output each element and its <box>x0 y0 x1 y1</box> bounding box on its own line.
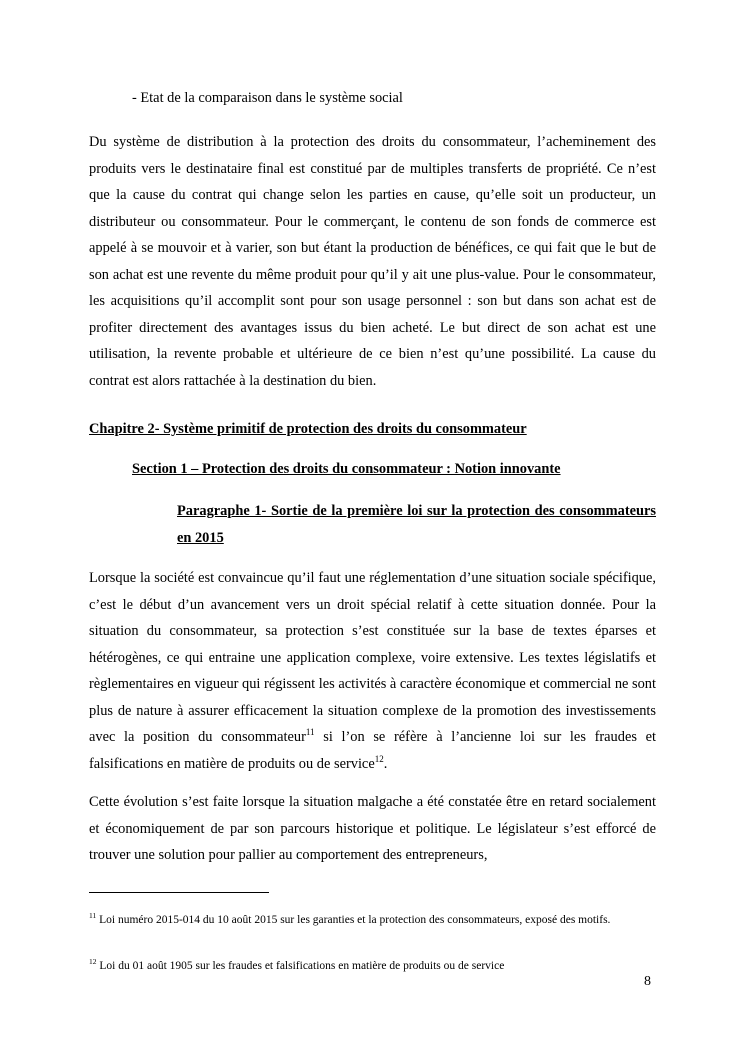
paragraph-2-part-3: . <box>383 755 388 772</box>
paragraph-1: Du système de distribution à la protection des droits du consommateur, l’acheminement des produits vers le destinataire final est constitué par de multiples transferts de propriété. Ce n’est que la cause du contrat qui change selon les parties en cause, qu’elle soit un producteur, un distributeur ou consommateur. Pour le commerçant, le contenu de son fonds de commerce est appelé à se mouvoir et à varier, son but étant la production de bénéfices, ce qui fait que le but de son achat est une revente du même produit pour qu’il y ait une plus-value. Pour le consommateur, les acquisitions qu’il accomplit sont pour son usage personnel : son but dans son achat est de profiter directement des avantages issus du bien acheté. Le but direct de son achat est une utilisation, la revente probable et ultérieure de ce bien n’est qu’une possibilité. La cause du contrat est alors rattachée à la destination du bien. <box>89 134 656 389</box>
footnote-12-text: Loi du 01 août 1905 sur les fraudes et falsifications en matière de produits ou de service <box>96 960 505 972</box>
footnote-separator <box>89 892 269 893</box>
footnote-11-number: 11 <box>89 911 97 921</box>
section-heading: Section 1 – Protection des droits du consommateur : Notion innovante <box>132 461 561 477</box>
footnote-ref-12[interactable]: 12 <box>374 753 384 764</box>
page-number: 8 <box>644 974 651 989</box>
paragraph-2-part-2: si l’on se réfère à l’ancienne loi sur les fraudes et falsifications en matière de produits ou de service <box>89 729 656 772</box>
paragraph-3: Cette évolution s’est faite lorsque la situation malgache a été constatée être en retard socialement et économiquement de par son parcours historique et politique. Le législateur s’est efforcé de trouver une solution pour pallier au comportement des entrepreneurs, <box>89 794 656 863</box>
paragraph-heading-text: Paragraphe 1- Sortie de la première loi sur la protection des consommateurs en 2015 <box>177 503 656 546</box>
chapter-heading: Chapitre 2- Système primitif de protection des droits du consommateur <box>89 421 527 437</box>
paragraph-2-part-1: Lorsque la société est convaincue qu’il faut une réglementation d’une situation sociale spécifique, c’est le début d’un avancement vers un droit spécial relatif à cette situation donnée. Pour la situation du consommateur, sa protection s’est constituée sur la base de textes éparses et hétérogènes, ce qui entraine une application complexe, voire extensive. Les textes législatifs et règlementaires en vigueur qui régissent les activités à caractère économique et commercial ne sont plus de nature à assurer efficacement la situation complexe de la promotion des investissements avec la position du consommateur <box>89 570 656 745</box>
footnote-ref-11[interactable]: 11 <box>305 727 315 738</box>
footnote-12 <box>89 958 656 974</box>
paragraph-2 <box>89 565 656 777</box>
footnote-11-text: Loi numéro 2015-014 du 10 août 2015 sur les garanties et la protection des consommateurs, exposé des motifs. <box>96 914 611 926</box>
intro-line: - Etat de la comparaison dans le système social <box>132 90 403 106</box>
footnote-12-number: 12 <box>89 957 97 967</box>
footnote-11 <box>89 912 656 928</box>
paragraph-heading <box>177 498 656 551</box>
